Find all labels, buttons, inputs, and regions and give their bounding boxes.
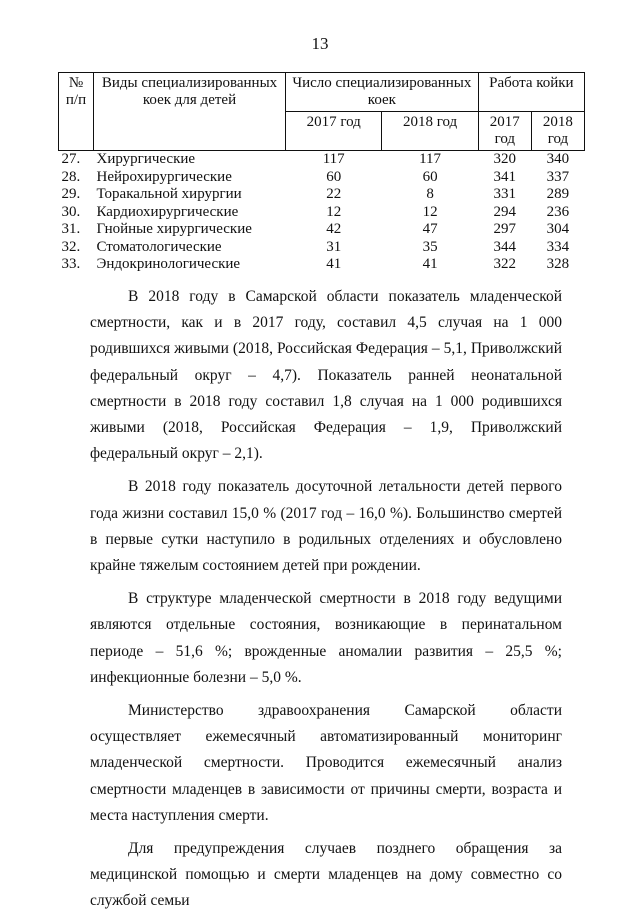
table-row bbox=[59, 239, 585, 257]
table-header-row bbox=[59, 73, 585, 112]
table-row bbox=[59, 221, 585, 239]
bed-work-2017-cell: 320 bbox=[493, 151, 517, 168]
bed-count-2018-cell: 117 bbox=[419, 151, 442, 168]
table-row bbox=[59, 204, 585, 222]
bed-work-2018-cell: 236 bbox=[546, 203, 570, 220]
bed-count-2018-cell: 12 bbox=[422, 203, 438, 220]
paragraph: Для предупреждения случаев позднего обращения за медицинской помощью и смерти младенцев на дому совместно со службой семьи bbox=[90, 840, 562, 910]
bed-count-2017-cell: 12 bbox=[326, 203, 342, 220]
bed-work-2017-cell: 322 bbox=[493, 256, 517, 273]
row-number: 30. bbox=[61, 203, 81, 220]
table-row bbox=[59, 151, 585, 169]
bed-work-2017-cell: 344 bbox=[493, 238, 517, 255]
header-bed-kind: Виды специализированных коек для детей bbox=[94, 73, 286, 151]
bed-count-2017-cell: 42 bbox=[326, 221, 342, 238]
row-number: 32. bbox=[61, 238, 81, 255]
header-year: 2017 год bbox=[478, 112, 531, 151]
bed-kind-cell: Стоматологические bbox=[96, 238, 222, 255]
row-number: 31. bbox=[61, 221, 81, 238]
bed-work-2017-cell: 294 bbox=[493, 203, 517, 220]
page-number: 13 bbox=[311, 34, 329, 53]
paragraph: Министерство здравоохранения Самарской области осуществляет ежемесячный автоматизированный мониторинг младенческой смертности. Проводится ежемесячный анализ смертности младенцев в зависимости от причины смерти, возраста и места наступления смерти. bbox=[90, 702, 562, 824]
header-year: 2017 год bbox=[286, 112, 382, 151]
table-row bbox=[59, 169, 585, 187]
bed-kind-cell: Хирургические bbox=[96, 151, 196, 168]
body-text bbox=[90, 284, 562, 922]
header-num: № п/п bbox=[59, 73, 94, 151]
bed-work-2018-cell: 340 bbox=[546, 151, 570, 168]
bed-work-2017-cell: 331 bbox=[493, 186, 517, 203]
bed-count-2018-cell: 8 bbox=[426, 186, 434, 203]
bed-work-2017-cell: 297 bbox=[493, 221, 517, 238]
bed-kind-cell: Нейрохирургические bbox=[96, 168, 232, 185]
bed-kind-cell: Кардиохирургические bbox=[96, 203, 239, 220]
bed-work-2018-cell: 334 bbox=[546, 238, 570, 255]
bed-count-2017-cell: 117 bbox=[322, 151, 345, 168]
paragraph: В 2018 году в Самарской области показатель младенческой смертности, как и в 2017 году, составил 4,5 случая на 1 000 родившихся живыми (2018, Российская Федерация – 5,1, Приволжский федеральный округ – 4,7). Показатель ранней неонатальной смертности в 2018 году составил 1,8 случая на 1 000 родившихся живыми (2018, Российская Федерация – 1,9, Приволжский федеральный округ – 2,1). bbox=[90, 288, 562, 463]
bed-count-2018-cell: 60 bbox=[422, 168, 438, 185]
paragraph: В структуре младенческой смертности в 2018 году ведущими являются отдельные состояния, возникающие в перинатальном периоде – 51,6 %; врожденные аномалии развития – 25,5 %; инфекционные болезни – 5,0 %. bbox=[90, 590, 562, 686]
header-year: 2018 год bbox=[382, 112, 478, 151]
row-number: 33. bbox=[61, 256, 81, 273]
header-bed-count: Число специализированных коек bbox=[286, 73, 479, 112]
table-row bbox=[59, 256, 585, 274]
bed-work-2018-cell: 304 bbox=[546, 221, 570, 238]
bed-work-2017-cell: 341 bbox=[493, 168, 517, 185]
specialized-beds-table bbox=[58, 72, 585, 274]
row-number: 27. bbox=[61, 151, 81, 168]
bed-count-2017-cell: 22 bbox=[326, 186, 342, 203]
bed-count-2018-cell: 35 bbox=[422, 238, 438, 255]
bed-kind-cell: Гнойные хирургические bbox=[96, 221, 252, 238]
table-row bbox=[59, 186, 585, 204]
bed-count-2018-cell: 47 bbox=[422, 221, 438, 238]
bed-work-2018-cell: 289 bbox=[546, 186, 570, 203]
header-bed-work: Работа койки bbox=[478, 73, 584, 112]
bed-kind-cell: Торакальной хирургии bbox=[96, 186, 242, 203]
bed-work-2018-cell: 328 bbox=[546, 256, 570, 273]
bed-count-2017-cell: 31 bbox=[326, 238, 342, 255]
bed-count-2018-cell: 41 bbox=[422, 256, 438, 273]
row-number: 29. bbox=[61, 186, 81, 203]
row-number: 28. bbox=[61, 168, 81, 185]
paragraph: В 2018 году показатель досуточной летальности детей первого года жизни составил 15,0 % (2017 год – 16,0 %). Большинство смертей в первые сутки наступило в родильных отделениях и обусловлено крайне тяжелым состоянием детей при рождении. bbox=[90, 478, 562, 575]
bed-count-2017-cell: 60 bbox=[326, 168, 342, 185]
bed-work-2018-cell: 337 bbox=[546, 168, 570, 185]
bed-kind-cell: Эндокринологические bbox=[96, 256, 241, 273]
bed-count-2017-cell: 41 bbox=[326, 256, 342, 273]
header-year: 2018 год bbox=[531, 112, 584, 151]
